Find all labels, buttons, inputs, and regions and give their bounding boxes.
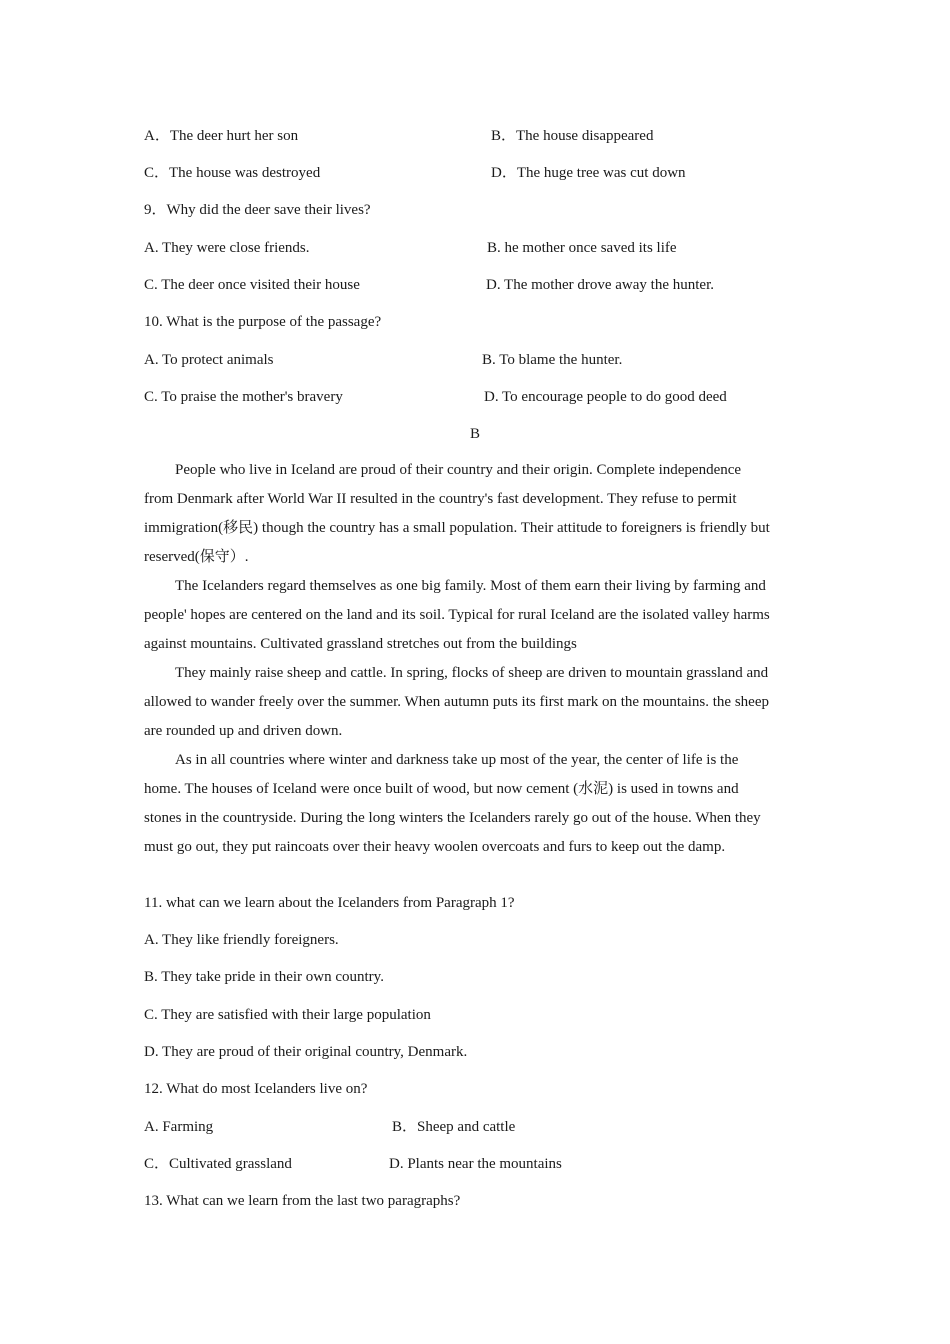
q10-option-c: C. To praise the mother's bravery [144, 389, 343, 405]
q8-option-c: C．The house was destroyed [144, 165, 321, 181]
q9-option-c: C. The deer once visited their house [144, 277, 360, 293]
passage-paragraph-2: The Icelanders regard themselves as one big family. Most of them earn their living by farming and people' hopes are centered on the land and its soil. Typical for rural Iceland are the isolated valley harms against mountains. Cultivated grassland stretches out from the buildings [144, 578, 770, 652]
q11-option-d: D. They are proud of their original country, Denmark. [144, 1044, 468, 1060]
q10-option-d: D. To encourage people to do good deed [484, 389, 727, 405]
q8-option-b: B．The house disappeared [491, 128, 654, 144]
passage-paragraph-3: They mainly raise sheep and cattle. In spring, flocks of sheep are driven to mountain grassland and allowed to wander freely over the summer. When autumn puts its first mark on the mountains. the sheep are rounded up and driven down. [144, 665, 769, 739]
q10-question: 10. What is the purpose of the passage? [144, 314, 382, 330]
q10-option-b: B. To blame the hunter. [482, 352, 623, 368]
q12-question: 12. What do most Icelanders live on? [144, 1081, 368, 1097]
q9-option-a: A. They were close friends. [144, 240, 310, 256]
q12-option-a: A. Farming [144, 1119, 214, 1135]
q11-question: 11. what can we learn about the Icelanders from Paragraph 1? [144, 895, 515, 911]
q12-option-c: C．Cultivated grassland [144, 1156, 292, 1172]
q12-option-d: D. Plants near the mountains [389, 1156, 562, 1172]
q8-option-a: A．The deer hurt her son [144, 128, 299, 144]
q12-option-b: B．Sheep and cattle [392, 1119, 516, 1135]
q11-option-c: C. They are satisfied with their large population [144, 1007, 431, 1023]
q9-option-b: B. he mother once saved its life [487, 240, 677, 256]
passage-paragraph-1: People who live in Iceland are proud of their country and their origin. Complete independence from Denmark after World War II resulted in the country's fast development. They refuse to permit immigration(移民) though the country has a small population. Their attitude to foreigners is friendly but reserved(保守）. [144, 462, 770, 565]
passage-paragraph-4: As in all countries where winter and darkness take up most of the year, the center of life is the home. The houses of Iceland were once built of wood, but now cement (水泥) is used in towns and stones in the countryside. During the long winters the Icelanders rarely go out of the house. When they must go out, they put raincoats over their heavy woolen overcoats and furs to keep out the damp. [144, 752, 761, 855]
q8-option-d: D．The huge tree was cut down [491, 165, 686, 181]
q13-question: 13. What can we learn from the last two paragraphs? [144, 1193, 461, 1209]
passage [144, 456, 770, 862]
section-b-heading: B [469, 426, 480, 442]
q11-option-a: A. They like friendly foreigners. [144, 932, 339, 948]
q9-option-d: D. The mother drove away the hunter. [486, 277, 714, 293]
q10-option-a: A. To protect animals [144, 352, 274, 368]
q11-option-b: B. They take pride in their own country. [144, 969, 384, 985]
q9-question: 9．Why did the deer save their lives? [144, 202, 371, 218]
